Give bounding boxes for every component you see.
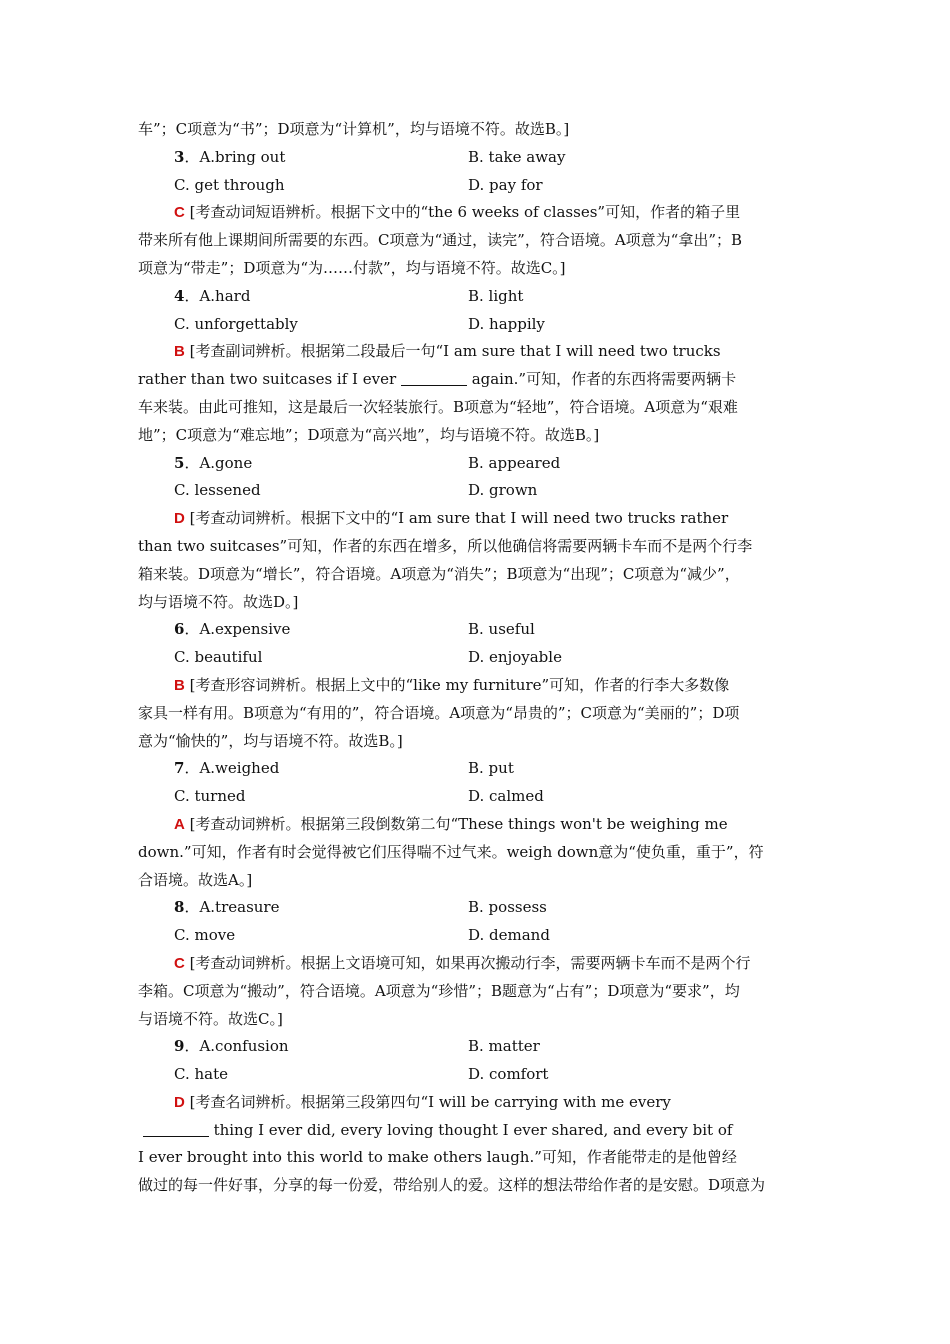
option-d: D. happily <box>468 314 545 333</box>
option-d: D. enjoyable <box>468 648 562 667</box>
explanation-line: 合语境。故选A。] <box>138 870 253 889</box>
option-d: D. pay for <box>468 175 543 194</box>
explanation-line: 李箱。C项意为“搬动”，符合语境。A项意为“珍惜”；B题意为“占有”；D项意为“要求”，均 <box>138 981 740 1000</box>
explanation-line: thing I ever did, every loving thought I ever shared, and every bit of <box>213 1120 733 1139</box>
explanation-line: than two suitcases”可知，作者的东西在增多，所以他确信将需要两辆卡车而不是两个行李 <box>138 536 753 555</box>
explanation-line: 与语境不符。故选C。] <box>138 1009 283 1028</box>
option-d: D. calmed <box>468 787 544 806</box>
explanation-line: [考查动词辨析。根据上文语境可知，如果再次搬动行李，需要两辆卡车而不是两个行 <box>189 953 751 972</box>
fill-blank <box>401 371 467 386</box>
question-number: 6 <box>174 620 185 639</box>
option-d: D. demand <box>468 926 550 945</box>
explanation-line: [考查名词辨析。根据第三段第四句“I will be carrying with me every <box>189 1092 671 1111</box>
explanation-line: I ever brought into this world to make others laugh.”可知，作者能带走的是他曾经 <box>138 1148 737 1167</box>
answer-letter: D <box>174 510 185 528</box>
explanation-line: 箱来装。D项意为“增长”，符合语境。A项意为“消失”；B项意为“出现”；C项意为“减少”， <box>138 564 740 583</box>
option-a: A.hard <box>199 286 251 305</box>
explanation-line: [考查动词辨析。根据第三段倒数第二句“These things won't be weighing me <box>189 814 728 833</box>
explanation-line: 做过的每一件好事，分享的每一份爱，带给别人的爱。这样的想法带给作者的是安慰。D项意为 <box>138 1176 766 1195</box>
question-number: 5 <box>174 453 185 472</box>
question-number: 8 <box>174 898 185 917</box>
option-a: A.gone <box>199 453 253 472</box>
option-b: B. light <box>468 286 524 305</box>
answer-letter: B <box>174 676 185 694</box>
question-4: 4．A.hard B. light C. unforgettably D. happily B [考查副词辨析。根据第二段最后一句“I am sure that I will need two trucks rather than two suitcases if I ever again.”可知，作者的东西将需要两辆卡 车来装。由此可推知，这是最后一次轻装旅行。B项意为“轻地”，符合语境。A项意为“艰难 地”；C项意为“难忘地”；D项意为“高兴地”，均与语境不符。故选B。] <box>138 283 814 450</box>
option-a: A.bring out <box>199 147 286 166</box>
option-b: B. put <box>468 759 514 778</box>
option-b: B. appeared <box>468 453 561 472</box>
question-number: 7 <box>174 759 185 778</box>
question-number: 3 <box>174 147 185 166</box>
option-b: B. possess <box>468 898 547 917</box>
answer-letter: C <box>174 954 185 972</box>
option-a: A.confusion <box>199 1037 289 1056</box>
question-6: 6．A.expensive B. useful C. beautiful D. enjoyable B [考查形容词辨析。根据上文中的“like my furniture”可知，作者的行李大多数像 家具一样有用。B项意为“有用的”，符合语境。A项意为“昂贵的”；C项意为“美丽的”；D项 意为“愉快的”，均与语境不符。故选B。] <box>138 616 814 755</box>
explanation-line: 车来装。由此可推知，这是最后一次轻装旅行。B项意为“轻地”，符合语境。A项意为“艰难 <box>138 397 738 416</box>
option-c: C. lessened <box>174 481 261 500</box>
explanation-line: 项意为“带走”；D项意为“为……付款”，均与语境不符。故选C。] <box>138 258 566 277</box>
option-c: C. move <box>174 926 236 945</box>
explanation-line: 地”；C项意为“难忘地”；D项意为“高兴地”，均与语境不符。故选B。] <box>138 425 600 444</box>
explanation-line: 家具一样有用。B项意为“有用的”，符合语境。A项意为“昂贵的”；C项意为“美丽的”；D项 <box>138 703 740 722</box>
question-3: 3．A.bring out B. take away C. get through D. pay for C [考查动词短语辨析。根据下文中的“the 6 weeks of classes”可知，作者的箱子里 带来所有他上课期间所需要的东西。C项意为“通过，读完”，符合语境。A项意为“拿出”；B 项意为“带走”；D项意为“为……付款”，均与语境不符。故选C。] <box>138 144 814 283</box>
explanation-line: [考查动词辨析。根据下文中的“I am sure that I will need two trucks rather <box>189 509 729 528</box>
explanation-line: 意为“愉快的”，均与语境不符。故选B。] <box>138 731 403 750</box>
fill-blank <box>143 1122 209 1137</box>
option-a: A.treasure <box>199 898 280 917</box>
explanation-line: down.”可知，作者有时会觉得被它们压得喘不过气来。weigh down意为“使负重，重于”，符 <box>138 842 764 861</box>
explanation-line: [考查副词辨析。根据第二段最后一句“I am sure that I will need two trucks <box>189 342 721 361</box>
option-a: A.weighed <box>199 759 280 778</box>
option-c: C. turned <box>174 787 246 806</box>
option-a: A.expensive <box>199 620 291 639</box>
option-b: B. useful <box>468 620 535 639</box>
explanation-line: rather than two suitcases if I ever <box>138 370 397 389</box>
option-d: D. grown <box>468 481 538 500</box>
option-c: C. hate <box>174 1065 228 1084</box>
answer-letter: C <box>174 204 185 222</box>
option-c: C. beautiful <box>174 648 263 667</box>
option-c: C. unforgettably <box>174 314 298 333</box>
question-8: 8．A.treasure B. possess C. move D. demand C [考查动词辨析。根据上文语境可知，如果再次搬动行李，需要两辆卡车而不是两个行 李箱。C项意为“搬动”，符合语境。A项意为“珍惜”；B题意为“占有”；D项意为“要求”，均 与语境不符。故选C。] <box>138 894 814 1033</box>
question-5: 5．A.gone B. appeared C. lessened D. grown D [考查动词辨析。根据下文中的“I am sure that I will need two trucks rather than two suitcases”可知，作者的东西在增多，所以他确信将需要两辆卡车而不是两个行李 箱来装。D项意为“增长”，符合语境。A项意为“消失”；B项意为“出现”；C项意为“减少”， 均与语境不符。故选D。] <box>138 450 814 617</box>
document-page <box>138 116 814 1200</box>
lead-text: 车”；C项意为“书”；D项意为“计算机”，均与语境不符。故选B。] <box>138 120 570 138</box>
question-number: 9 <box>174 1037 185 1056</box>
answer-letter: D <box>174 1093 185 1111</box>
option-c: C. get through <box>174 175 285 194</box>
explanation-line: 带来所有他上课期间所需要的东西。C项意为“通过，读完”，符合语境。A项意为“拿出”；B <box>138 231 743 250</box>
option-b: B. matter <box>468 1037 540 1056</box>
explanation-line: [考查形容词辨析。根据上文中的“like my furniture”可知，作者的行李大多数像 <box>189 675 730 694</box>
explanation-line: 均与语境不符。故选D。] <box>138 592 299 611</box>
question-7: 7．A.weighed B. put C. turned D. calmed A [考查动词辨析。根据第三段倒数第二句“These things won't be weighing me down.”可知，作者有时会觉得被它们压得喘不过气来。weigh down意为“使负重，重于”，符 合语境。故选A。] <box>138 755 814 894</box>
explanation-line: again.”可知，作者的东西将需要两辆卡 <box>471 370 737 389</box>
answer-letter: A <box>174 815 185 833</box>
explanation-line: [考查动词短语辨析。根据下文中的“the 6 weeks of classes”可知，作者的箱子里 <box>189 203 741 222</box>
option-b: B. take away <box>468 147 566 166</box>
question-number: 4 <box>174 286 185 305</box>
answer-letter: B <box>174 343 185 361</box>
question-9: 9．A.confusion B. matter C. hate D. comfort D [考查名词辨析。根据第三段第四句“I will be carrying with me every thing I ever did, every loving thought I ever shared, and every bit of I ever brought into this world to make others laugh.”可知，作者能带走的是他曾经 做过的每一件好事，分享的每一份爱，带给别人的爱。这样的想法带给作者的是安慰。D项意为 <box>138 1033 814 1200</box>
option-d: D. comfort <box>468 1065 549 1084</box>
